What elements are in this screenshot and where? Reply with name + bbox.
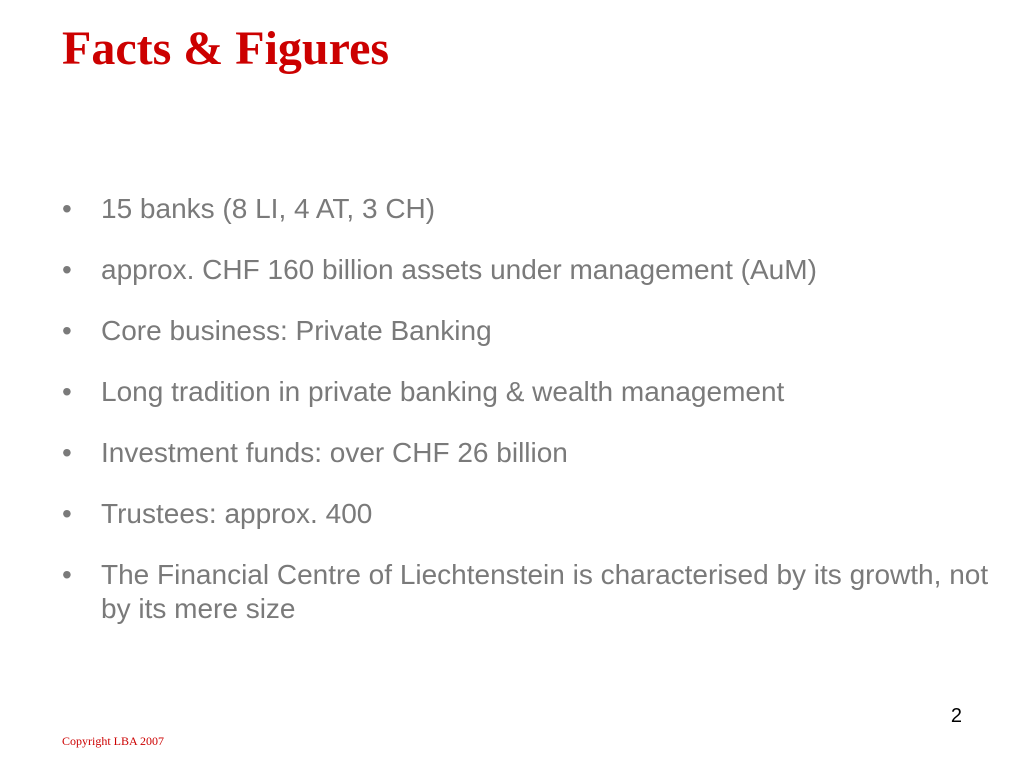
bullet-list	[62, 192, 1002, 626]
bullet-text: Investment funds: over CHF 26 billion	[101, 437, 568, 468]
bullet-icon: •	[62, 376, 72, 407]
bullet-item-banks	[62, 192, 1002, 226]
bullet-item-assets	[62, 253, 1002, 287]
bullet-text: 15 banks (8 LI, 4 AT, 3 CH)	[101, 193, 436, 224]
bullet-item-core-business	[62, 314, 1002, 348]
bullet-icon: •	[62, 437, 72, 468]
bullet-icon: •	[62, 254, 72, 285]
page-number: 2	[950, 705, 962, 727]
bullet-text: approx. CHF 160 billion assets under management (AuM)	[101, 254, 817, 285]
bullet-text: Long tradition in private banking & wealth management	[101, 376, 785, 407]
bullet-icon: •	[62, 315, 72, 346]
bullet-icon: •	[62, 559, 72, 590]
slide-title: Facts & Figures	[62, 22, 390, 75]
bullet-item-tradition	[62, 375, 1002, 409]
bullet-text: Trustees: approx. 400	[101, 498, 373, 529]
bullet-item-trustees	[62, 497, 1002, 531]
bullet-text: The Financial Centre of Liechtenstein is characterised by its growth, not by its mere size	[101, 559, 989, 624]
bullet-icon: •	[62, 193, 72, 224]
bullet-icon: •	[62, 498, 72, 529]
copyright-footer: Copyright LBA 2007	[62, 734, 165, 748]
bullet-text: Core business: Private Banking	[101, 315, 492, 346]
bullet-item-growth	[62, 558, 1002, 626]
bullet-item-investment-funds	[62, 436, 1002, 470]
